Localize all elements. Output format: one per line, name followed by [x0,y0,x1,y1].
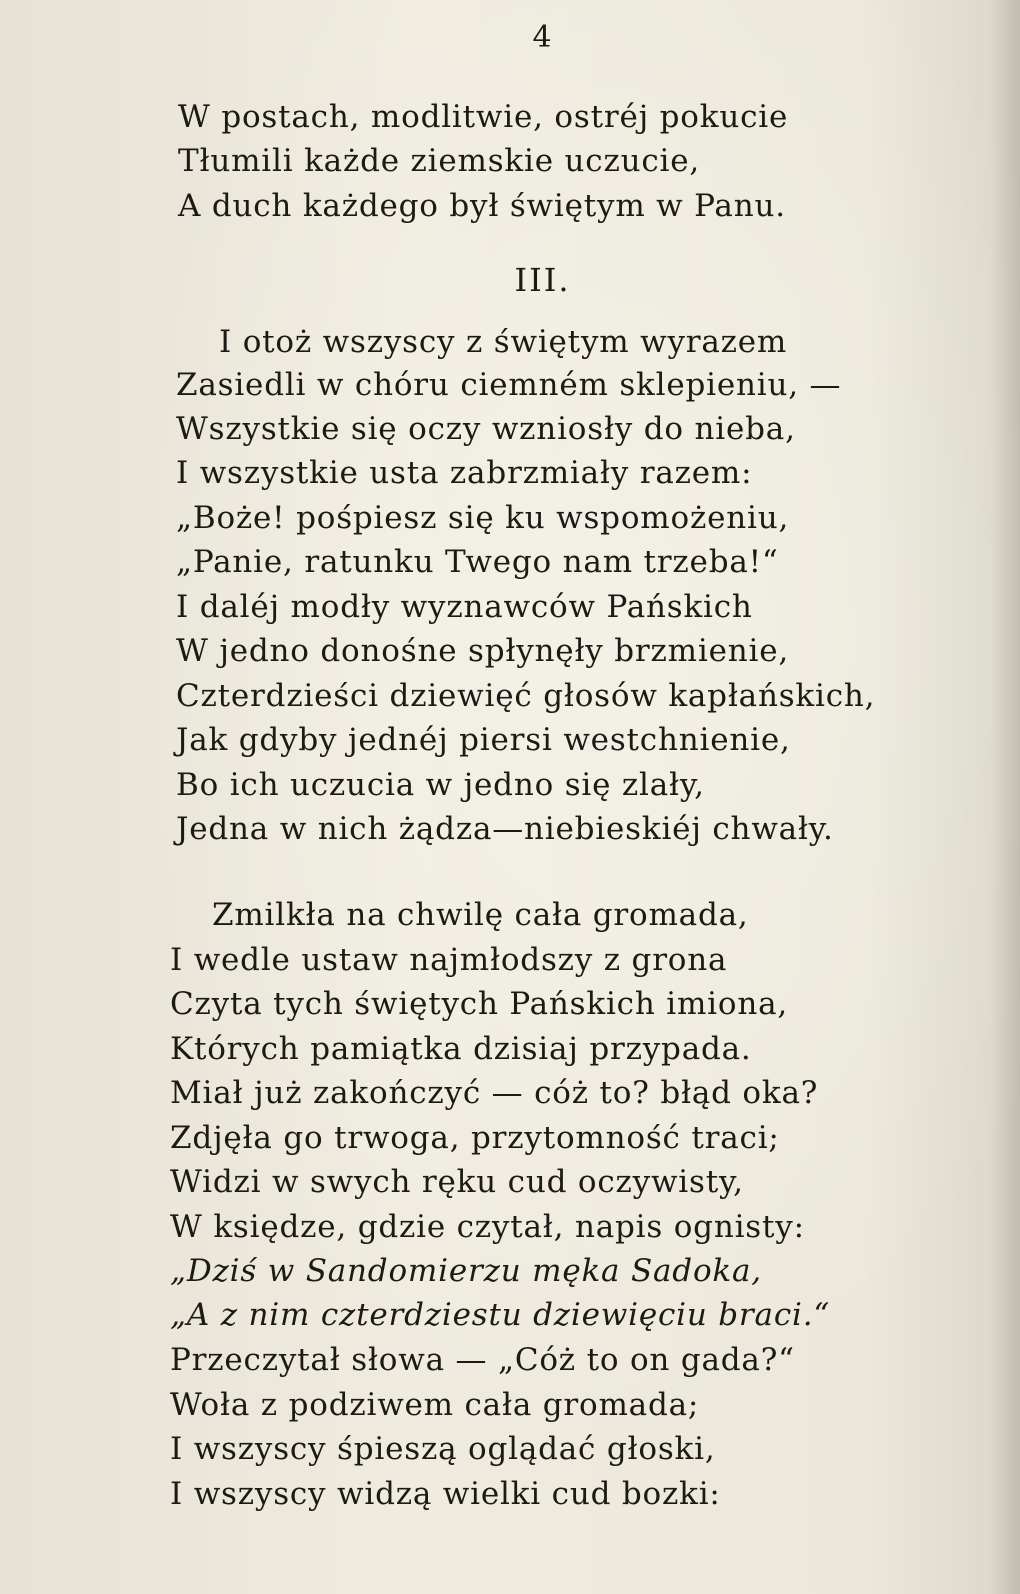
verse-line: I wedle ustaw najmłodszy z grona [170,942,728,978]
verse-line: Których pamiątka dzisiaj przypada. [170,1031,752,1067]
verse-line: Bo ich uczucia w jedno się zlały, [176,767,705,803]
verse-line: „Boże! pośpiesz się ku wspomożeniu, [176,500,790,536]
verse-line: Woła z podziwem cała gromada; [170,1387,700,1423]
verse-line: I wszyscy widzą wielki cud bozki: [170,1476,721,1512]
verse-line: I wszyscy śpieszą oglądać głoski, [170,1431,716,1467]
verse-line: Zdjęła go trwoga, przytomność traci; [170,1120,780,1156]
verse-line: Tłumili każde ziemskie uczucie, [178,143,701,179]
verse-line: „Panie, ratunku Twego nam trzeba!“ [176,544,779,580]
verse-line: A duch każdego był świętym w Panu. [178,188,786,224]
verse-line: Miał już zakończyć — cóż to? błąd oka? [170,1075,819,1111]
verse-line: Jak gdyby jednéj piersi westchnienie, [176,722,791,758]
verse-line: Czterdzieści dziewięć głosów kapłańskich, [176,678,876,714]
verse-line: I otoż wszyscy z świętym wyrazem [219,324,788,360]
verse-line: Czyta tych świętych Pańskich imiona, [170,986,789,1022]
verse-line: Jedna w nich żądza—niebieskiéj chwały. [176,811,834,847]
verse-line: I daléj modły wyznawców Pańskich [176,589,753,625]
page-number: 4 [532,20,553,55]
verse-line: Przeczytał słowa — „Cóż to on gada?“ [170,1342,795,1378]
verse-line: Widzi w swych ręku cud oczywisty, [170,1164,744,1200]
page-edge-shadow [990,0,1020,1594]
verse-line: Zmilkła na chwilę cała gromada, [212,897,749,933]
section-heading: III. [514,261,571,299]
verse-line: Zasiedli w chóru ciemném sklepieniu, — [176,367,842,403]
verse-line: W jedno donośne spłynęły brzmienie, [176,633,789,669]
verse-line: W postach, modlitwie, ostréj pokucie [178,99,789,135]
verse-line-italic: „Dziś w Sandomierzu męka Sadoka, [170,1253,762,1289]
verse-line: Wszystkie się oczy wzniosły do nieba, [176,411,796,447]
verse-line-italic: „A z nim czterdziestu dziewięciu braci.“ [170,1297,831,1333]
verse-line: I wszystkie usta zabrzmiały razem: [176,455,753,491]
verse-line: W księdze, gdzie czytał, napis ognisty: [170,1209,805,1245]
